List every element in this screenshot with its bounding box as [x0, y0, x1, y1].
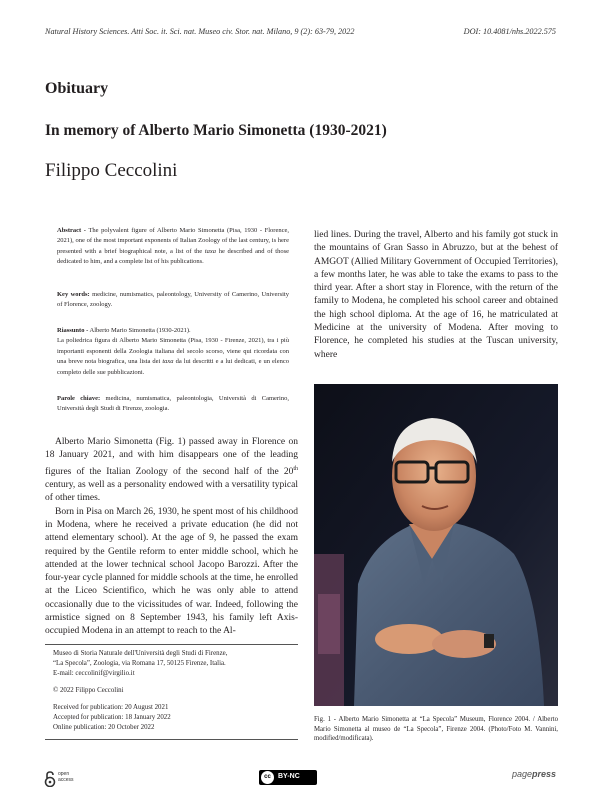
online-date: Online publication: 20 October 2022 — [53, 724, 155, 731]
article-title: In memory of Alberto Mario Simonetta (1930-2021) — [45, 122, 387, 139]
figure-caption: Fig. 1 - Alberto Mario Simonetta at “La Specola” Museum, Florence 2004. / Alberto Mario Simonetta al museo de “La Specola”, Firenze 2004. (Photo/Foto M. Vannini, modified/modificata). — [314, 716, 558, 742]
received-date: Received for publication: 20 August 2021 — [53, 704, 169, 711]
open-access-logo — [44, 771, 56, 792]
doi[interactable]: DOI: 10.4081/nhs.2022.575 — [463, 27, 556, 36]
portrait-photo — [314, 384, 558, 706]
paragraph-2: Born in Pisa on March 26, 1930, he spent most of his childhood in Modena, where he received a private education (he did not attend elementary school). At the age of 9, he passed the exam required by the Gentile reform to enter middle school, which he attended at the lower technical school Jacopo Barozzi. After the four-year cycle planned for middle schools at the time, he enrolled at the Liceo Scientifico, which he was only able to attend occasionally due to the vicissitudes of war. Indeed, following the armistice signed on 8 September 1943, his family left Axis-occupied Modena in an attempt to reach to the Al- — [45, 506, 298, 637]
open-access-text: open access — [58, 771, 74, 783]
keywords: Key words: medicine, numismatics, paleontology, University of Camerino, University of Florence, zoology. — [57, 291, 289, 309]
paragraph-1: Alberto Mario Simonetta (Fig. 1) passed away in Florence on 18 January 2021, and with him disappears one of the leading figures of the Italian Zoology of the second half of the 20th century, as well as a personality endowed with a versatility typical of other times. — [45, 437, 298, 504]
journal-citation: Natural History Sciences. Atti Soc. it. Sci. nat. Museo civ. Stor. nat. Milano, 9 (2): 63-79, 2022 — [45, 27, 355, 36]
affiliation-line-1: Museo di Storia Naturale dell'Università degli Studi di Firenze, — [53, 650, 228, 657]
parole-label: Parole chiave: — [57, 395, 101, 402]
license-label: BY-NC — [278, 773, 300, 780]
body-right-column — [314, 229, 558, 362]
parole-chiave: Parole chiave: medicina, numismatica, paleontologia, Università di Camerino, Università degli Studi di Firenze, zoologia. — [57, 395, 289, 413]
abstract-label: Abstract - — [57, 227, 86, 234]
cc-icon: cc — [261, 771, 274, 784]
author-email[interactable]: E-mail: ceccolinif@virgilio.it — [53, 670, 135, 677]
open-access-icon — [44, 771, 56, 787]
riassunto: Riassunto - Alberto Mario Simonetta (1930-2021). La poliedrica figura di Alberto Mario Simonetta (Pisa, 1930 - Firenze, 2021), tra i più importanti esponenti della Zoologia italiana del secolo scorso, viene qui ricordata con una breve nota biografica, una lista dei taxa da lui descritti e a lui dedicati, e un elenco completo delle sue pubblicazioni. — [57, 327, 289, 376]
keywords-label: Key words: — [57, 291, 90, 298]
paragraph-3: lied lines. During the travel, Alberto and his family got stuck in the mountains of Gran Sasso in Abruzzo, but at the behest of AMGOT (Allied Military Government of Occupied Territories), a few months later, he was able to take the exams to pass to the third year. After a short stay in Florence, with the return of the family to Modena, he completed his school career and obtained the high school diploma. At the age of 16, he matriculated at Medicine at the university of Modena. After moving to Florence, he completed his studies at the Tuscan university, where — [314, 230, 558, 360]
riassunto-label: Riassunto - — [57, 327, 89, 334]
accepted-date: Accepted for publication: 18 January 2022 — [53, 714, 171, 721]
publisher-logo: pagepress — [512, 769, 557, 779]
license-badge[interactable] — [259, 770, 317, 785]
section-label: Obituary — [45, 80, 109, 97]
author-name: Filippo Ceccolini — [45, 160, 178, 181]
affiliation-line-2: “La Specola”, Zoologia, via Romana 17, 50125 Firenze, Italia. — [53, 660, 226, 667]
copyright: © 2022 Filippo Ceccolini — [53, 687, 124, 694]
body-left-column — [45, 436, 298, 639]
abstract: Abstract - The polyvalent figure of Alberto Mario Simonetta (Pisa, 1930 - Florence, 2021), one of the most important exponents of Italian Zoology of the last century, is here presented with a brief biographical note, a list of the taxa he described and of those dedicated to him, and a complete list of his publications. — [57, 227, 289, 266]
